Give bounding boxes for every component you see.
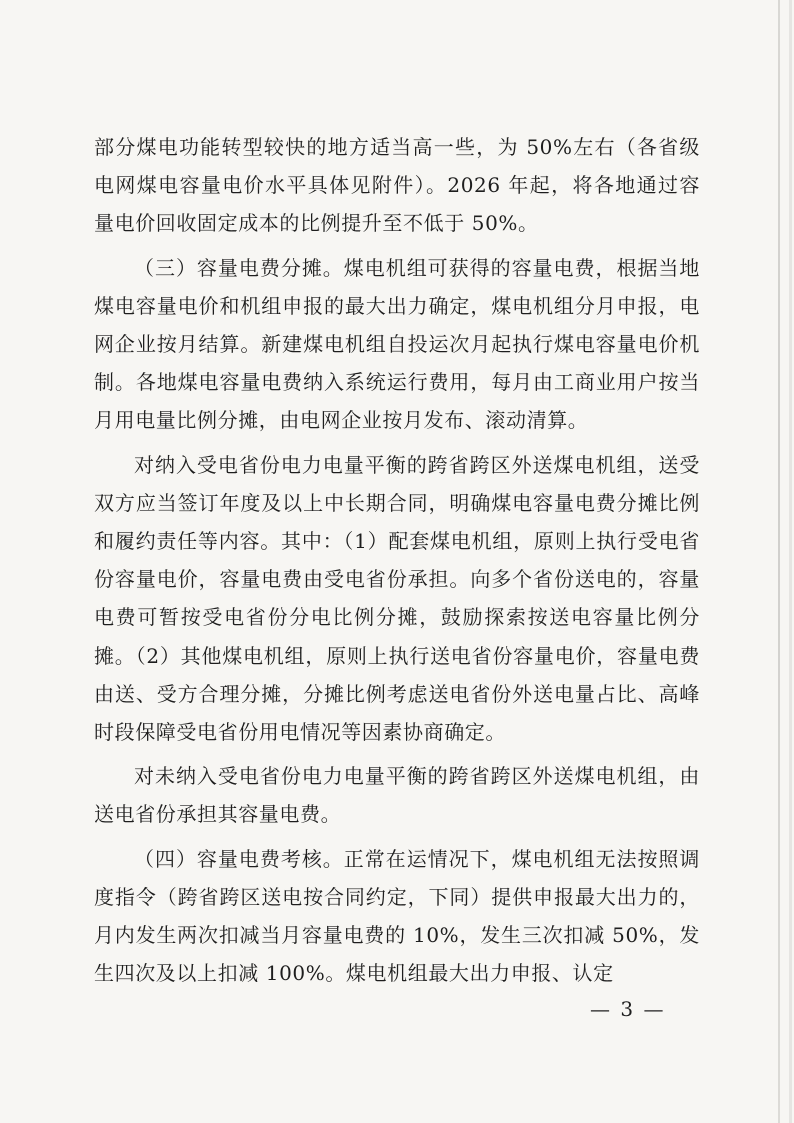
paragraph-3-cross-province: 对纳入受电省份电力电量平衡的跨省跨区外送煤电机组，送受双方应当签订年度及以上中长期合同，明确煤电容量电费分摊比例和履约责任等内容。其中：（1）配套煤电机组，原则上执行受电省份容量电价，容量电费由受电省份承担。向多个省份送电的，容量电费可暂按受电省份分电比例分摊，鼓励探索按送电容量比例分摊。（2）其他煤电机组，原则上执行送电省份容量电价，容量电费由送、受方合理分摊，分摊比例考虑送电省份外送电量占比、高峰时段保障受电省份用电情况等因素协商确定。 [94,452,700,745]
scan-edge-shadow [789,0,792,1123]
document-body [94,128,700,992]
scan-edge-line [778,0,780,1123]
paragraph-1: 部分煤电功能转型较快的地方适当高一些，为 50%左右（各省级电网煤电容量电价水平具体见附件）。2026 年起，将各地通过容量电价回收固定成本的比例提升至不低于 50%。 [94,135,700,236]
paragraph-2-capacity-fee-allocation: （三）容量电费分摊。煤电机组可获得的容量电费，根据当地煤电容量电价和机组申报的最大出力确定，煤电机组分月申报，电网企业按月结算。新建煤电机组自投运次月起执行煤电容量电价机制。各地煤电容量电费纳入系统运行费用，每月由工商业用户按当月用电量比例分摊，由电网企业按月发布、滚动清算。 [94,255,700,433]
page-number: — 3 — [590,997,666,1021]
paragraph-4-not-included: 对未纳入受电省份电力电量平衡的跨省跨区外送煤电机组，由送电省份承担其容量电费。 [94,764,700,827]
paragraph-5-capacity-fee-assessment: （四）容量电费考核。正常在运情况下，煤电机组无法按照调度指令（跨省跨区送电按合同约定，下同）提供申报最大出力的，月内发生两次扣减当月容量电费的 10%，发生三次扣减 50%，发生四次及以上扣减 100%。煤电机组最大出力申报、认定 [94,846,700,986]
